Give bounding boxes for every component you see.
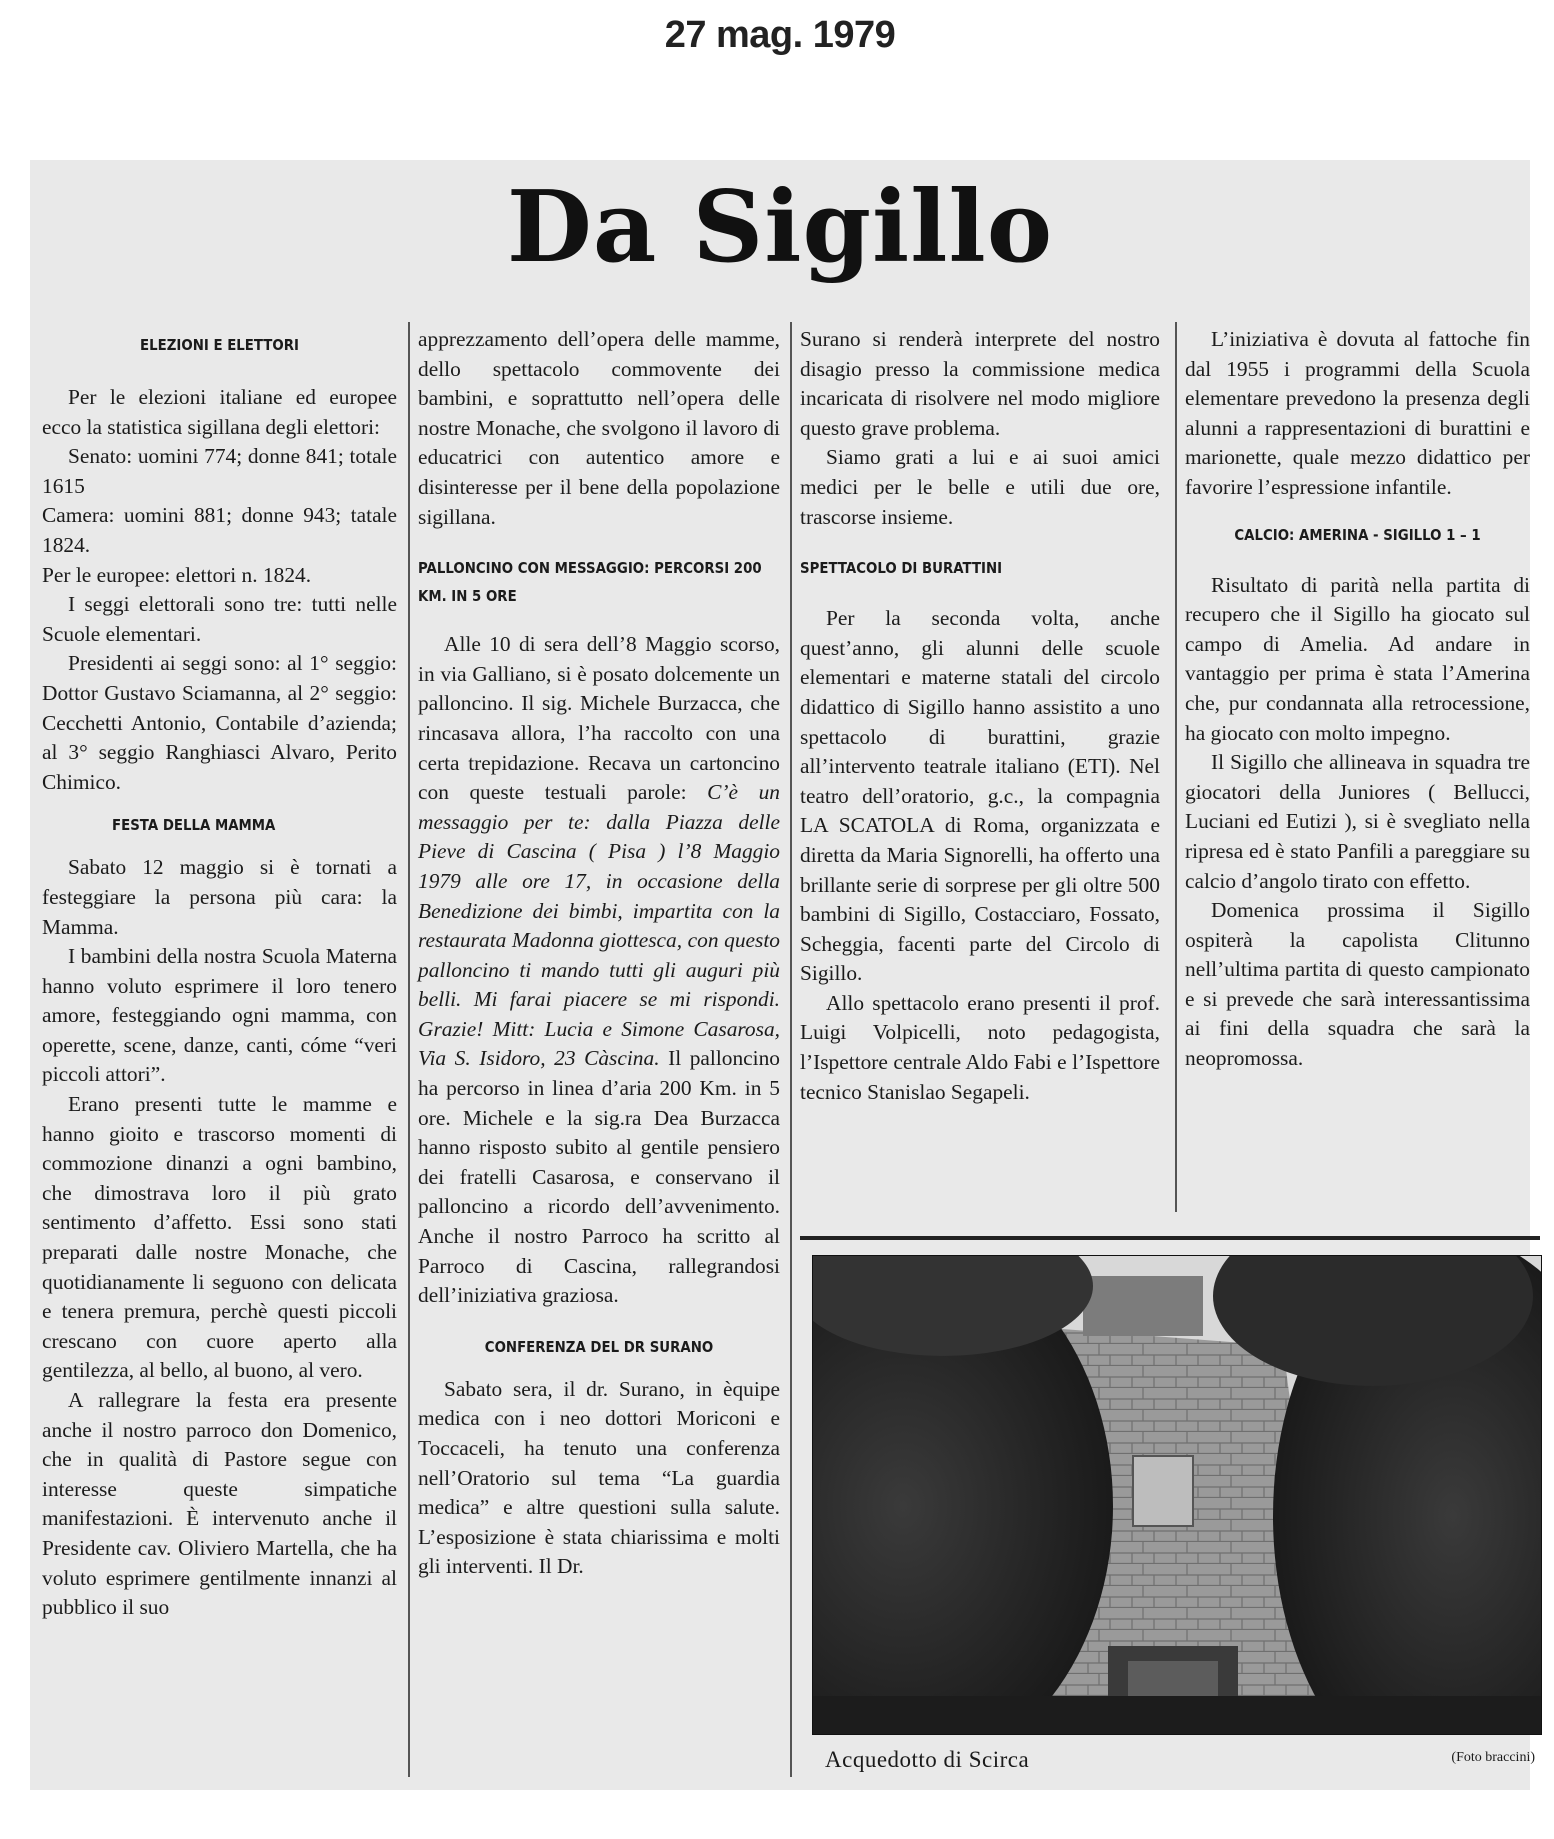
paragraph: Camera: uomini 881; donne 943; tatale 1824.	[42, 503, 397, 557]
paragraph: I bambini della nostra Scuola Materna hanno voluto esprimere il loro tenero amore, festeggiando ogni mamma, con operette, scene, danze, canti, cóme “veri piccoli attori”.	[42, 944, 397, 1087]
column-1	[42, 325, 397, 1623]
photo-image	[813, 1256, 1541, 1734]
paragraph: Presidenti ai seggi sono: al 1° seggio: Dottor Gustavo Sciamanna, al 2° seggio: Cecchetti Antonio, Contabile d’azienda; al 3° seggio Ranghiasci Alvaro, Perito Chimico.	[42, 651, 397, 794]
paragraph: Domenica prossima il Sigillo ospiterà la capolista Clitunno nell’ultima partita di questo campionato e si prevede che sarà interessantissima ai fini della squadra che sarà la neopromossa.	[1185, 898, 1530, 1071]
column-divider	[408, 322, 410, 1777]
photo-caption: Acquedotto di Scirca	[825, 1747, 1030, 1772]
paragraph: L’iniziativa è dovuta al fattoche fin dal 1955 i programmi della Scuola elementare prevedono la presenza degli alunni a rappresentazioni di burattini e marionette, quale mezzo didattico per favorire l’espressione infantile.	[1185, 327, 1530, 499]
photo-top-rule	[800, 1236, 1540, 1240]
heading-calcio: CALCIO: AMERINA - SIGILLO 1 – 1	[1234, 525, 1481, 544]
paragraph-text: Alle 10 di sera dell’8 Maggio scorso, in via Galliano, si è posato dolcemente un palloncino. Il sig. Michele Burzacca, che rincasava allora, l’ha raccolto con una certa trepidazione. Recava un cartoncino con queste testuali parole:	[418, 632, 780, 805]
paragraph-text: Il palloncino ha percorso in linea d’aria 200 Km. in 5 ore. Michele e la sig.ra Dea Burzacca hanno risposto subito al gentile pensiero dei fratelli Casarosa, e conservano il palloncino a ricordo dell’avvenimento. Anche il nostro Parroco ha scritto al Parroco di Cascina, rallegrandosi dell’iniziativa graziosa.	[418, 1046, 780, 1308]
column-3	[800, 325, 1160, 1107]
masthead-title: Da Sigillo	[506, 170, 1054, 285]
paragraph: Siamo grati a lui e ai suoi amici medici per le belle e utili due ore, trascorse insieme.	[800, 445, 1160, 529]
heading-festa: FESTA DELLA MAMMA	[112, 816, 276, 835]
column-2	[418, 325, 780, 1582]
date-stamp: 27 mag. 1979	[664, 14, 896, 56]
paragraph: I seggi elettorali sono tre: tutti nelle Scuole elementari.	[42, 592, 397, 646]
paragraph: apprezzamento dell’opera delle mamme, dello spettacolo commovente dei bambini, e soprattutto nell’opera delle nostre Monache, che svolgono il lavoro di educatrici con autentico amore e disinteresse per il bene della popolazione sigillana.	[418, 327, 780, 529]
heading-palloncino: PALLONCINO CON MESSAGGIO: PERCORSI 200 KM. IN 5 ORE	[418, 559, 762, 606]
paragraph	[418, 630, 780, 1311]
column-4	[1185, 325, 1530, 1074]
photo-acquedotto	[812, 1255, 1542, 1735]
paragraph: Per le elezioni italiane ed europee ecco la statistica sigillana degli elettori:	[42, 385, 397, 439]
heading-conferenza: CONFERENZA DEL DR SURANO	[484, 1337, 714, 1356]
paragraph: Allo spettacolo erano presenti il prof. Luigi Volpicelli, noto pedagogista, l’Ispettore centrale Aldo Fabi e l’Ispettore tecnico Stanislao Segapeli.	[800, 990, 1160, 1104]
paragraph: Sabato 12 maggio si è tornati a festeggiare la persona più cara: la Mamma.	[42, 855, 397, 939]
paragraph: Sabato sera, il dr. Surano, in èquipe medica con i neo dottori Moriconi e Toccaceli, ha tenuto una conferenza nell’Oratorio sul tema “La guardia medica” e altre questioni sulla salute. L’esposizione è stata chiarissima e molti gli interventi. Il Dr.	[418, 1376, 780, 1579]
balloon-message: C’è un messaggio per te: dalla Piazza delle Pieve di Cascina ( Pisa ) l’8 Maggio 1979 alle ore 17, in occasione della Benedizione dei bimbi, impartita con la restaurata Madonna giottesca, con questo palloncino ti mando tutti gli auguri più belli. Mi farai piacere se mi rispondi. Grazie! Mitt: Lucia e Simone Casarosa, Via S. Isidoro, 23 Càscina.	[418, 780, 781, 1071]
photo-credit: (Foto braccini)	[1451, 1750, 1535, 1765]
heading-spettacolo: SPETTACOLO DI BURATTINI	[800, 559, 1003, 578]
column-divider	[790, 322, 792, 1777]
paragraph: Per le europee: elettori n. 1824.	[42, 562, 312, 587]
paragraph: Il Sigillo che allineava in squadra tre giocatori della Juniores ( Bellucci, Luciani ed Eutizi ), si è svegliato nella ripresa ed è stato Panfili a pareggiare su calcio d’angolo tirato con effetto.	[1185, 750, 1530, 893]
paragraph: A rallegrare la festa era presente anche il nostro parroco don Domenico, che in qualità di Pastore segue con interesse queste simpatiche manifestazioni. È intervenuto anche il Presidente cav. Oliviero Martella, che ha voluto esprimere gentilmente innanzi al pubblico il suo	[42, 1388, 397, 1620]
paragraph: Senato: uomini 774; donne 841; totale 1615	[42, 444, 397, 498]
heading-elezioni: ELEZIONI E ELETTORI	[140, 336, 299, 354]
paragraph: Per la seconda volta, anche quest’anno, gli alunni delle scuole elementari e materne statali del circolo didattico di Sigillo hanno assistito a uno spettacolo di burattini, grazie all’intervento teatrale italiano (ETI). Nel teatro dell’oratorio, g.c., la compagnia LA SCATOLA di Roma, organizzata e diretta da Maria Signorelli, ha offerto una brillante serie di sorprese per gli oltre 500 bambini di Sigillo, Costacciaro, Fossato, Scheggia, facenti parte del Circolo di Sigillo.	[800, 606, 1160, 986]
column-divider	[1175, 322, 1177, 1212]
paragraph: Erano presenti tutte le mamme e hanno gioito e trascorso momenti di commozione dinanzi a ogni bambino, che dimostrava loro il più grato sentimento d’affetto. Essi sono stati preparati dalle nostre Monache, che quotidianamente li seguono con delicata e tenera premura, perchè questi piccoli crescano con cuore aperto alla gentilezza, al bello, al buono, al vero.	[42, 1092, 397, 1383]
paragraph: Risultato di parità nella partita di recupero che il Sigillo ha giocato sul campo di Amelia. Ad andare in vantaggio per prima è stata l’Amerina che, pur condannata alla retrocessione, ha giocato con molto impegno.	[1185, 572, 1530, 745]
paragraph: Surano si renderà interprete del nostro disagio presso la commissione medica incaricata di risolvere nel modo migliore questo grave problema.	[800, 327, 1160, 440]
